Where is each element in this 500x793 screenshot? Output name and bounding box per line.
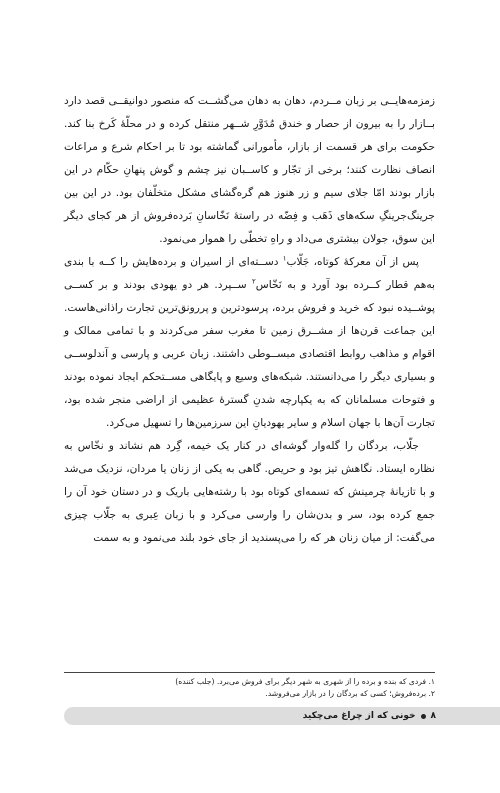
paragraph-2-part-3: ســپرد. هر دو یهودی بودند و بر کســی پوشــیده نبود که خرید و فروش برده، پرسودترین و پررونق‌ترین تجارت راذانی‌هاست. این جماعت قرن‌ها از مشــرق زمین تا مغرب سفر می‌کردند و با تمامی ممالک و اقوام و مذاهب روابط اقتصادی مبســوطی داشتند. زبان عربی و پارسی و آندلوســی و بسیاری دیگر را می‌دانستند. شبکه‌های وسیع و پایگاهی مســتحکم ایجاد نموده بودند و فتوحات مسلمانان که به یکپارچه شدنِ گسترهٔ عظیمی از اراضی منجر شده بود، تجارت آن‌ها با جهان اسلام و سایر یهودیانِ این سرزمین‌ها را تسهیل می‌کرد. <box>64 279 435 429</box>
footnote-ref-2: ۲ <box>252 277 256 286</box>
body-text <box>64 90 435 550</box>
paragraph-2 <box>64 251 435 435</box>
paragraph-2-part-2: دســته‌ای از اسیران و برده‌هایش را کــه با بندی به‌هم قطار کــرده بود آورد و به نَخّاس <box>64 256 435 291</box>
footnote-ref-1: ۱ <box>282 254 287 263</box>
paragraph-1: زمزمه‌هایــی بر زبان مــردم، دهان به دهان می‌گشــت که منصور دوانیقــی قصد دارد بــازار را به بیرون از حصار و خندق مُدَوَّرِ شــهر منتقل کرده و در محلّهٔ کَرخ بنا کند. حکومت برای هر قسمت از بازار، مأمورانی گماشته بود تا بر احکام شرع و مراعات انصاف نظارت کنند؛ برخی از تجّار و کاســبان نیز چشم و گوش پنهانِ حکّام در این بازار بودند امّا جلای سیم و زر هنوز هم گره‌گشای مشکل متخلّفان بود. در این بین جرینگ‌جرینگِ سکه‌های ذَهَب و فِضّه در راستهٔ نَخّاسانِ بَرده‌فروش از هر کجای دیگر این سوق، جولان بیشتری می‌داد و راهِ تخطّی را هموار می‌نمود. <box>64 95 435 245</box>
footnotes <box>64 676 435 700</box>
book-title: خونی که از چراغ می‌چکید <box>302 711 416 721</box>
bullet-icon <box>421 714 426 719</box>
footnote-divider <box>64 672 435 673</box>
paragraph-3: جلّاب، بردگان را گله‌وار گوشه‌ای در کنار یک خیمه، گِرد هم نشاند و نخّاس به نظاره ایستاد. نگاهش تیز بود و حریص. گاهی به یکی از زنان یا مردان، نزدیک می‌شد و با تازیانهٔ چرمینش که تسمه‌ای کوتاه بود با رشته‌هایی باریک و در دستان خود آن را جمع کرده بود، سر و بدن‌شان را وارسی می‌کرد و با زبان عِبری به جلّاب چیزی می‌گفت: از میان زنان هر که را می‌پسندید از جای خود بلند می‌نمود و به سمت <box>64 440 435 544</box>
paragraph-2-part-1: پس از آن معرکهٔ کوتاه، جَلّاب <box>286 256 419 268</box>
footnote-1: ۱. فردی که بنده و برده را از شهری به شهر دیگر برای فروش می‌برد. (جلب کننده) <box>175 677 435 686</box>
running-header <box>64 707 436 725</box>
page-number: ۸ <box>430 711 436 721</box>
footnote-2: ۲. برده‌فروش؛ کسی که بردگان را در بازار می‌فروشد. <box>265 689 435 698</box>
